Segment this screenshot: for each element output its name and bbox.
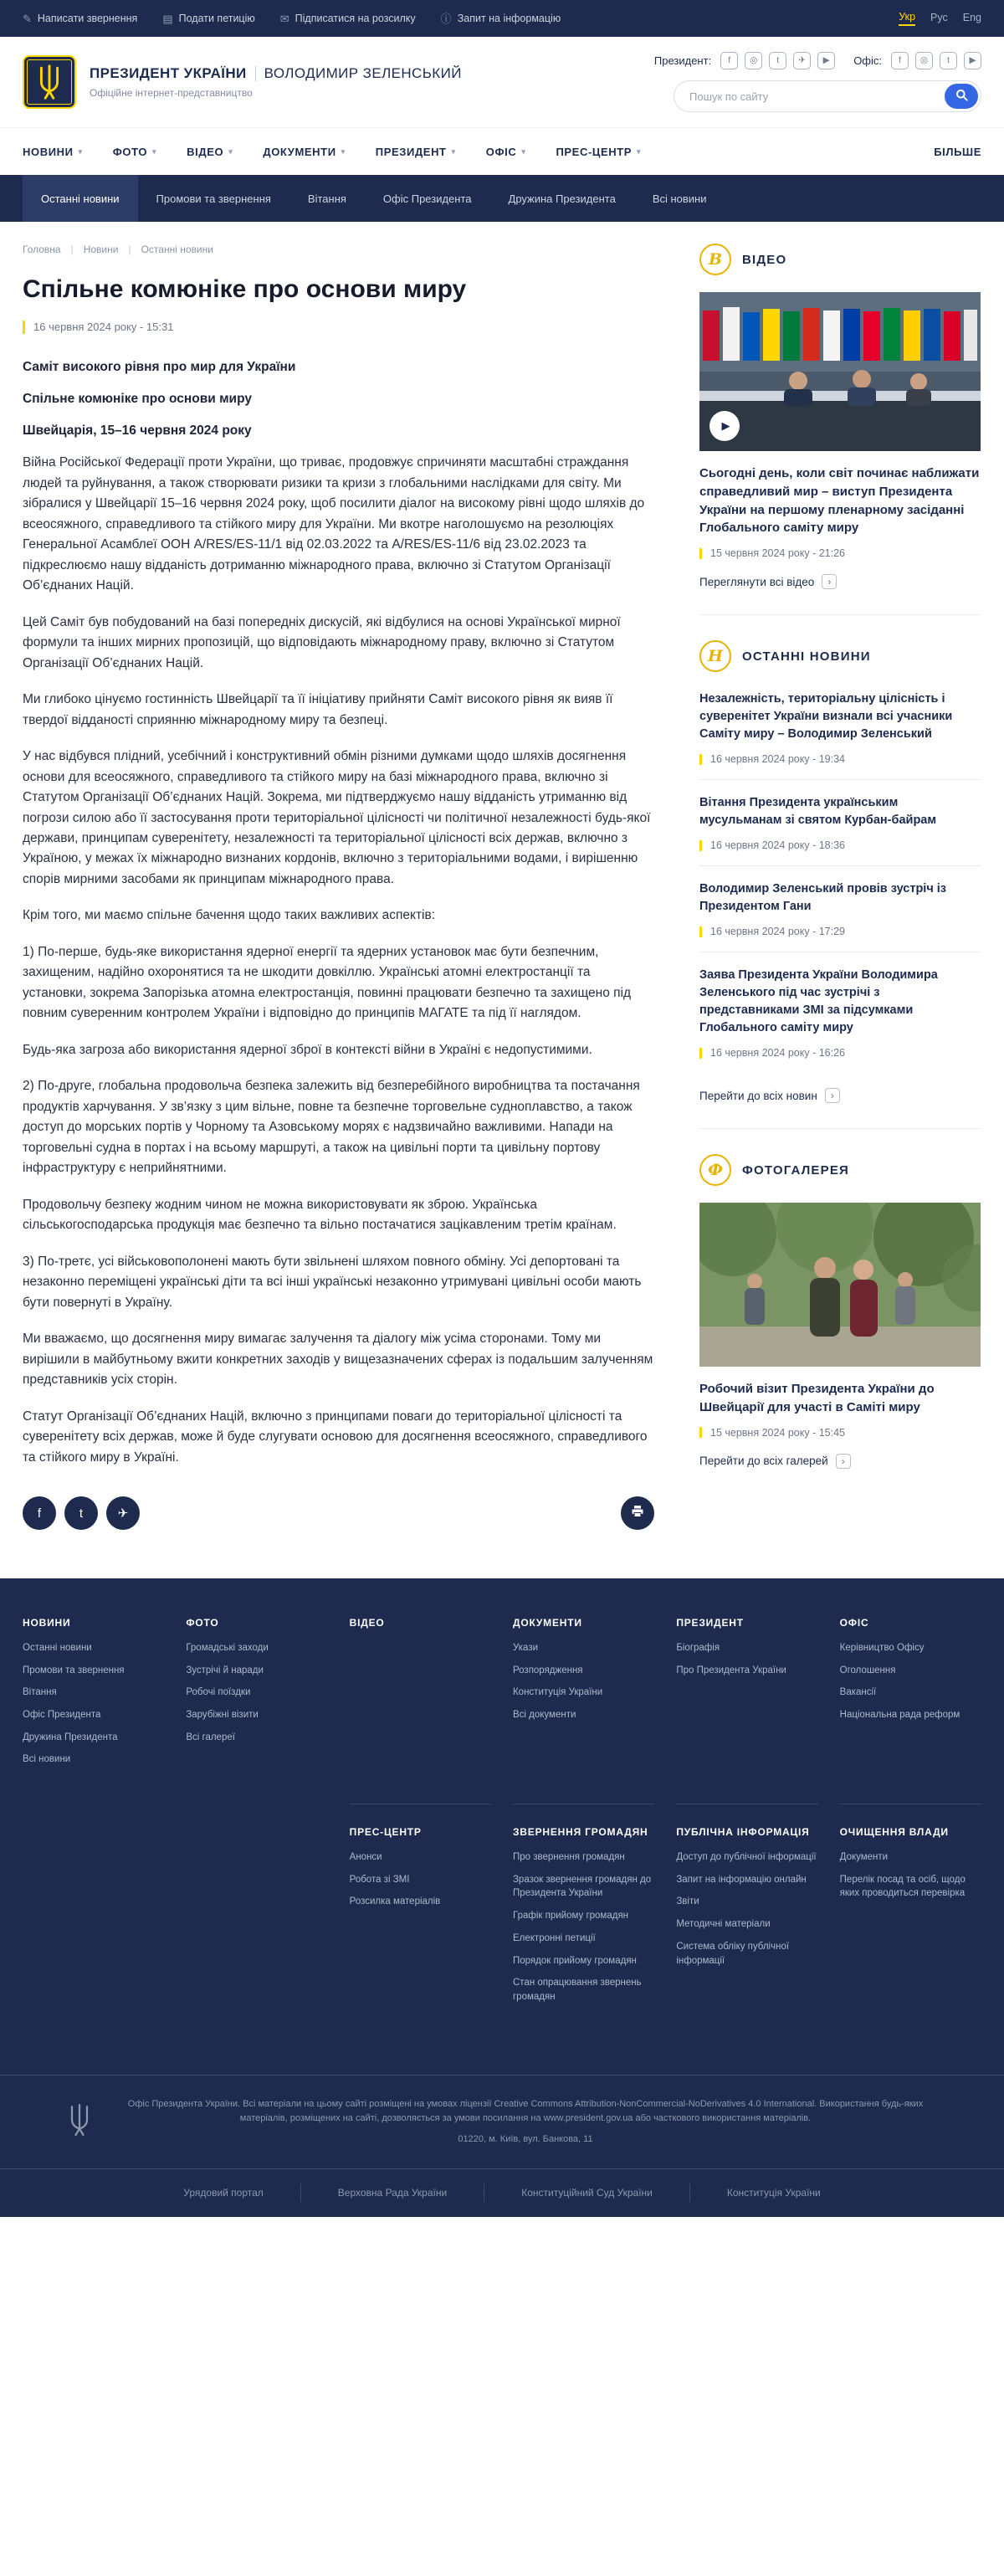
article-paragraph: Статут Організації Об’єднаних Націй, включно з принципами поваги до територіальної цілісності та суверенітету всіх держав, може й буде слугувати основою для досягнення всеосяжного, справедливого та стійкого миру в Україні. bbox=[23, 1409, 648, 1465]
date-text: 16 червня 2024 року - 16:26 bbox=[710, 1047, 846, 1060]
share-buttons bbox=[23, 1496, 140, 1530]
chevron-down-icon: ▾ bbox=[637, 146, 642, 156]
article-paragraph: Війна Російської Федерації проти України, що триває, продовжує спричиняти масштабні страждання людей та руйнування, а також створювати ризики та кризи з глобальними наслідками для світу. Ми зібралися у Швейцарії 15–16 червня 2024 року, щоб посилити діалог на високому рівні щодо шляхів до всеосяжного, справедливого та стійкого миру для України. Ми вкотре наголошуємо на резолюціях Генеральної Асамблеї ООН A/RES/ES-11/1 від 02.03.2022 та A/RES/ES-11/6 від 23.02.2023 та підкреслюємо нашу відданість дотриманню міжнародного права, включно зі Статутом Організації Об’єднаних Націй. bbox=[23, 455, 645, 593]
footer-link[interactable]: Всі документи bbox=[512, 1710, 576, 1721]
date-text: 15 червня 2024 року - 15:45 bbox=[710, 1426, 846, 1439]
facebook-icon[interactable]: f bbox=[891, 52, 909, 69]
date-marker-icon bbox=[699, 1427, 702, 1438]
printer-icon bbox=[631, 1505, 644, 1521]
breadcrumb-current: Останні новини bbox=[141, 244, 213, 255]
nav-label: ПРЕС-ЦЕНТР bbox=[556, 145, 633, 158]
footer-link[interactable]: Всі галереї bbox=[186, 1732, 235, 1742]
twitter-icon[interactable]: t bbox=[940, 52, 957, 69]
instagram-icon[interactable]: ◎ bbox=[915, 52, 933, 69]
chevron-down-icon: ▾ bbox=[78, 146, 83, 156]
telegram-icon: ✈ bbox=[117, 1506, 129, 1521]
footer-section-public-information bbox=[676, 1804, 817, 2040]
partner-link-verkhovna-rada[interactable]: Верховна Рада України bbox=[300, 2183, 484, 2202]
nav-label: ДОКУМЕНТИ bbox=[263, 145, 336, 158]
date-text: 16 червня 2024 року - 17:29 bbox=[710, 926, 846, 938]
breadcrumb-separator: | bbox=[70, 244, 74, 255]
facebook-share-button[interactable] bbox=[23, 1496, 56, 1530]
footer-link[interactable]: Останні новини bbox=[23, 1643, 92, 1654]
footer-link[interactable]: Вакансії bbox=[839, 1687, 877, 1698]
footer-link[interactable]: Методичні матеріали bbox=[676, 1919, 771, 1930]
partner-links-bar bbox=[0, 2168, 1004, 2217]
nav-item-video[interactable] bbox=[187, 146, 233, 158]
footer-section-video bbox=[350, 1617, 491, 1804]
page-title: Спільне комюніке про основи миру bbox=[23, 275, 467, 303]
twitter-share-button[interactable] bbox=[64, 1496, 98, 1530]
arrow-right-icon: › bbox=[836, 1454, 851, 1469]
site-subtitle: Офіційне інтернет-представництво bbox=[90, 87, 253, 99]
footer-section-title[interactable]: ДОКУМЕНТИ bbox=[512, 1617, 582, 1629]
news-item-title[interactable]: Володимир Зеленський провів зустріч із Президентом Гани bbox=[699, 882, 947, 914]
footer-section-title[interactable]: ПУБЛІЧНА ІНФОРМАЦІЯ bbox=[676, 1826, 810, 1839]
news-section-header[interactable] bbox=[699, 640, 981, 672]
footer-section-citizen-appeals bbox=[513, 1804, 654, 2040]
all-galleries-link[interactable] bbox=[699, 1454, 981, 1469]
nav-label: ПРЕЗИДЕНТ bbox=[375, 145, 447, 158]
date-marker-icon bbox=[699, 840, 702, 851]
footer-link[interactable]: Розсилка матеріалів bbox=[349, 1896, 441, 1907]
news-item-date bbox=[699, 1047, 981, 1059]
gallery-section-title: ФОТОГАЛЕРЕЯ bbox=[742, 1162, 850, 1178]
lang-eng[interactable]: Eng bbox=[962, 12, 981, 23]
subscribe-icon: ✉ bbox=[279, 12, 289, 25]
arrow-right-icon: › bbox=[822, 574, 837, 589]
twitter-icon[interactable]: t bbox=[769, 52, 786, 69]
nav-label: ВІДЕО bbox=[187, 145, 224, 158]
article-paragraph: Крім того, ми маємо спільне бачення щодо таких важливих аспектів: bbox=[23, 908, 436, 923]
date-marker-icon bbox=[23, 321, 25, 334]
footer-section-title[interactable]: ВІДЕО bbox=[349, 1617, 385, 1629]
title-separator bbox=[255, 66, 256, 81]
nav-item-news[interactable] bbox=[23, 146, 83, 158]
nav-label: ОФІС bbox=[485, 145, 517, 158]
news-section-icon: Н bbox=[699, 640, 731, 672]
article bbox=[23, 244, 654, 1530]
footer-link[interactable]: Зустрічі й наради bbox=[186, 1665, 264, 1675]
nav-item-office[interactable] bbox=[486, 146, 526, 158]
article-paragraph: Ми вважаємо, що досягнення миру вимагає залучення та діалогу між усіма сторонами. Тому ми вирішили в майбутньому вжити конкретних заходів у вищезазначених сферах із подальшим залученням представників усіх сторін. bbox=[23, 1332, 653, 1388]
site-search bbox=[674, 80, 981, 112]
date-text: 16 червня 2024 року - 15:31 bbox=[33, 321, 174, 333]
footer-link[interactable]: Анонси bbox=[349, 1852, 382, 1863]
footer-link[interactable]: Стан опрацювання звернень громадян bbox=[512, 1978, 642, 2002]
chevron-down-icon: ▾ bbox=[341, 146, 346, 156]
video-item-title[interactable]: Сьогодні день, коли світ починає наближати справедливий мир – виступ Президента України на першому пленарному засіданні Глобального саміту миру bbox=[699, 466, 980, 536]
breadcrumb-home[interactable]: Головна bbox=[23, 244, 61, 255]
footer-link[interactable]: Зразок звернення громадян до Президента України bbox=[512, 1874, 652, 1899]
topbar-link-petition[interactable] bbox=[162, 13, 254, 24]
gallery-section-header[interactable] bbox=[699, 1154, 981, 1186]
footer bbox=[0, 1578, 1004, 2217]
social-row bbox=[654, 52, 981, 69]
article-paragraph: Цей Саміт був побудований на базі попередніх дискусій, які відбулися на основі Української мирної формули та інших мирних пропозицій, що відповідають міжнародному праву, включно зі Статутом Організації Об’єднаних Націй. bbox=[23, 614, 621, 670]
footer-section-title[interactable]: НОВИНИ bbox=[23, 1617, 71, 1629]
date-marker-icon bbox=[699, 754, 702, 765]
facebook-icon[interactable]: f bbox=[720, 52, 738, 69]
main-nav bbox=[0, 127, 1004, 175]
footer-section-title[interactable]: ОФІС bbox=[839, 1617, 869, 1629]
footer-section-title[interactable]: ФОТО bbox=[186, 1617, 219, 1629]
footer-section-president bbox=[676, 1617, 817, 1804]
president-name: ВОЛОДИМИР ЗЕЛЕНСЬКИЙ bbox=[264, 65, 462, 81]
topbar-link-label: Підписатися на розсилку bbox=[295, 13, 416, 24]
president-socials-label: Президент: bbox=[653, 54, 712, 67]
footer-link[interactable]: Промови та звернення bbox=[23, 1665, 125, 1675]
subnav-item-speeches[interactable]: Промови та звернення bbox=[156, 192, 271, 205]
footer-link[interactable]: Графік прийому громадян bbox=[512, 1911, 629, 1922]
date-marker-icon bbox=[699, 1048, 702, 1059]
all-videos-label: Переглянути всі відео bbox=[699, 575, 815, 588]
footer-link[interactable]: Укази bbox=[512, 1643, 539, 1654]
footer-link[interactable]: Офіс Президента bbox=[23, 1710, 101, 1721]
search-button[interactable] bbox=[945, 84, 978, 109]
list-item bbox=[699, 689, 981, 780]
telegram-icon[interactable]: ✈ bbox=[793, 52, 811, 69]
footer-section-title[interactable]: ПРЕЗИДЕНТ bbox=[676, 1617, 744, 1629]
nav-label: БІЛЬШЕ bbox=[934, 145, 981, 158]
date-text: 16 червня 2024 року - 19:34 bbox=[710, 753, 846, 766]
sidebar-news-section bbox=[699, 614, 981, 1103]
language-switcher bbox=[884, 11, 981, 26]
article-paragraph: 2) По-друге, глобальна продовольча безпека залежить від безперебійного виробництва та постачання продуктів харчування. У зв’язку з цим вільне, повне та безпечне торговельне судноплавство, а також доступ до морських портів у Чорному та Азовському морях є надзвичайно важливими. Напади на торговельні судна в портах і на всьому маршруті, а також на цивільні порти та цивільну портову інфраструктуру є неприйнятними. bbox=[23, 1079, 640, 1176]
site-logo[interactable] bbox=[23, 55, 462, 109]
footer-link[interactable]: Розпорядження bbox=[512, 1665, 583, 1675]
footer-section-title[interactable]: ЗВЕРНЕННЯ ГРОМАДЯН bbox=[512, 1826, 648, 1839]
list-item bbox=[699, 780, 981, 866]
article-lead: Швейцарія, 15–16 червня 2024 року bbox=[23, 423, 252, 438]
write-icon: ✎ bbox=[23, 12, 32, 25]
footer-link[interactable]: Перелік посад та осіб, щодо яких проводиться перевірка bbox=[839, 1874, 966, 1899]
subnav bbox=[0, 175, 1004, 222]
arrow-right-icon: › bbox=[825, 1088, 840, 1103]
nav-item-press-center[interactable] bbox=[556, 146, 641, 158]
footer-link[interactable]: Зарубіжні візити bbox=[186, 1710, 259, 1721]
chevron-down-icon: ▾ bbox=[451, 146, 456, 156]
footer-section-title[interactable]: ОЧИЩЕННЯ ВЛАДИ bbox=[839, 1826, 949, 1839]
footer-link[interactable]: Звіти bbox=[676, 1896, 699, 1907]
video-section-icon: В bbox=[699, 244, 731, 275]
search-icon bbox=[955, 89, 968, 104]
footer-link[interactable]: Документи bbox=[839, 1852, 889, 1863]
all-videos-link[interactable] bbox=[699, 574, 981, 589]
footer-link[interactable]: Керівництво Офісу bbox=[839, 1643, 925, 1654]
office-socials-label: Офіс: bbox=[853, 54, 882, 67]
footer-section-press-center bbox=[350, 1804, 491, 2040]
partner-link-constitution[interactable]: Конституція України bbox=[689, 2183, 858, 2202]
info-icon: ⓘ bbox=[440, 12, 452, 25]
article-lead: Саміт високого рівня про мир для України bbox=[23, 359, 296, 374]
youtube-icon[interactable]: ▶ bbox=[964, 52, 981, 69]
footer-link[interactable]: Національна рада реформ bbox=[839, 1710, 960, 1721]
date-marker-icon bbox=[699, 926, 702, 937]
footer-link[interactable]: Оголошення bbox=[839, 1665, 896, 1675]
video-item-date bbox=[699, 547, 981, 559]
news-item-date bbox=[699, 753, 981, 765]
topbar bbox=[0, 0, 1004, 37]
footer-link[interactable]: Про звернення громадян bbox=[512, 1852, 625, 1863]
partner-link-government-portal[interactable]: Урядовий портал bbox=[183, 2187, 264, 2199]
gallery-item-title[interactable]: Робочий візит Президента України до Швейцарії для участі в Саміті миру bbox=[699, 1382, 935, 1414]
footer-link[interactable]: Доступ до публічної інформації bbox=[676, 1852, 817, 1863]
video-section-header[interactable] bbox=[699, 244, 981, 275]
nav-item-president[interactable] bbox=[376, 146, 456, 158]
footer-link[interactable]: Робочі поїздки bbox=[186, 1687, 251, 1698]
twitter-icon: t bbox=[79, 1506, 84, 1521]
topbar-link-info-request[interactable] bbox=[441, 13, 561, 24]
footer-section-title[interactable]: ПРЕС-ЦЕНТР bbox=[349, 1826, 422, 1839]
footer-link[interactable]: Запит на інформацію онлайн bbox=[676, 1874, 807, 1885]
article-paragraph: 1) По-перше, будь-яке використання ядерної енергії та ядерних установок має бути безпечним, захищеним, надійно охоронятися та не шкодити довкіллю. Українські атомні електростанції та установки, зокрема Запорізька атомна електростанція, повинні працювати безпечно та захищено під повним суверенним контролем України і відповідно до принципів МАГАТЕ та під її наглядом. bbox=[23, 944, 632, 1021]
news-item-date bbox=[699, 926, 981, 937]
news-item-date bbox=[699, 839, 981, 851]
date-marker-icon bbox=[699, 548, 702, 559]
footer-link[interactable]: Порядок прийому громадян bbox=[512, 1955, 637, 1966]
article-paragraph: У нас відбувся плідний, усебічний і конструктивний обмін різними думками щодо шляхів досягнення основи для всеосяжного, справедливого та стійкого миру на базі міжнародного права, включно зі Статутом Організації Об’єднаних Націй. Зокрема, ми підтверджуємо нашу відданість утриманню від погрози силою або її застосування проти територіальної цілісності чи політичної незалежності будь-якої держави, принципам суверенітету, незалежності та територіальної цілісності всіх держав, включно з Україною, у межах їх міжнародно визнаних кордонів, включно з територіальними водами, і вирішенню спорів мирними засобами як принципам міжнародного права. bbox=[23, 749, 651, 886]
nav-item-photo[interactable] bbox=[113, 146, 156, 158]
nav-item-more[interactable] bbox=[934, 146, 981, 158]
video-thumbnail[interactable] bbox=[699, 292, 981, 451]
site-title: ПРЕЗИДЕНТ УКРАЇНИ bbox=[90, 65, 247, 81]
all-news-link[interactable] bbox=[699, 1088, 981, 1103]
sidebar-gallery-section bbox=[699, 1128, 981, 1469]
news-section-title: ОСТАННІ НОВИНИ bbox=[742, 649, 871, 664]
gallery-section-icon: Ф bbox=[699, 1154, 731, 1186]
footer-link[interactable]: Конституція України bbox=[512, 1687, 603, 1698]
all-galleries-label: Перейти до всіх галерей bbox=[699, 1455, 828, 1468]
date-text: 16 червня 2024 року - 18:36 bbox=[710, 839, 846, 852]
nav-label: НОВИНИ bbox=[23, 145, 74, 158]
telegram-share-button[interactable] bbox=[106, 1496, 140, 1530]
topbar-links bbox=[23, 13, 586, 24]
article-lead: Спільне комюніке про основи миру bbox=[23, 391, 252, 406]
footer-section-photo bbox=[186, 1617, 327, 1804]
article-paragraph: Ми глибоко цінуємо гостинність Швейцарії та її ініціативу прийняти Саміт високого рівня як вияв її твердої відданості сприянню міжнародному миру та безпеці. bbox=[23, 692, 613, 727]
news-item-title[interactable]: Вітання Президента українським мусульманам зі святом Курбан-байрам bbox=[699, 796, 937, 828]
print-button[interactable] bbox=[621, 1496, 654, 1530]
lang-rus[interactable]: Рус bbox=[930, 12, 948, 23]
instagram-icon[interactable]: ◎ bbox=[745, 52, 762, 69]
news-item-title[interactable]: Заява Президента України Володимира Зеленського під час зустрічі з представниками ЗМІ за підсумками Глобального саміту миру bbox=[699, 968, 938, 1035]
video-thumbnail-image bbox=[699, 292, 981, 451]
site-header bbox=[0, 37, 1004, 127]
breadcrumb-news[interactable]: Новини bbox=[83, 244, 119, 255]
footer-link[interactable]: Громадські заходи bbox=[186, 1643, 269, 1654]
nav-label: ФОТО bbox=[112, 145, 148, 158]
subnav-item-first-lady[interactable]: Дружина Президента bbox=[508, 192, 616, 205]
subnav-item-office[interactable]: Офіс Президента bbox=[382, 192, 472, 205]
topbar-link-label: Подати петицію bbox=[178, 13, 255, 24]
sidebar-video-section bbox=[699, 244, 981, 589]
footer-link[interactable]: Електронні петиції bbox=[512, 1932, 596, 1943]
facebook-icon: f bbox=[37, 1506, 42, 1521]
news-item-title[interactable]: Незалежність, територіальну цілісність і суверенітет України визнали всі учасники Саміту миру – Володимир Зеленський bbox=[699, 692, 953, 741]
video-section-title: ВІДЕО bbox=[742, 252, 787, 267]
nav-item-documents[interactable] bbox=[263, 146, 345, 158]
article-date bbox=[23, 321, 654, 334]
footer-legal bbox=[0, 2075, 1004, 2168]
chevron-down-icon: ▾ bbox=[228, 146, 233, 156]
share-row bbox=[23, 1496, 654, 1530]
partner-link-constitutional-court[interactable]: Конституційний Суд України bbox=[484, 2183, 689, 2202]
footer-nav bbox=[0, 1617, 1004, 2074]
play-icon: ▶ bbox=[709, 411, 740, 441]
topbar-link-write-appeal[interactable] bbox=[23, 13, 137, 24]
license-text: Офіс Президента України. Всі матеріали на цьому сайті розміщені на умовах ліцензії Creative Commons Attribution-NonCommercial-NoDerivatives 4.0 International. Використання будь-яких матеріалів, розміщених на сайті, дозволяється за умови посилання на www.president.gov.ua або часткового використання матеріалів. bbox=[127, 2098, 924, 2123]
lang-ukr[interactable]: Укр bbox=[899, 11, 915, 26]
all-news-label: Перейти до всіх новин bbox=[699, 1089, 817, 1102]
breadcrumb-separator: | bbox=[128, 244, 131, 255]
chevron-down-icon: ▾ bbox=[152, 146, 157, 156]
date-text: 15 червня 2024 року - 21:26 bbox=[710, 547, 846, 559]
footer-link[interactable]: Робота зі ЗМІ bbox=[349, 1874, 410, 1885]
petition-icon: ▤ bbox=[162, 12, 173, 25]
footer-section-lustration bbox=[840, 1804, 981, 2040]
footer-link[interactable]: Вітання bbox=[23, 1687, 57, 1698]
topbar-link-subscribe[interactable] bbox=[280, 13, 416, 24]
youtube-icon[interactable]: ▶ bbox=[817, 52, 835, 69]
list-item bbox=[699, 952, 981, 1073]
article-paragraph: Продовольчу безпеку жодним чином не можна використовувати як зброю. Українська сільськогосподарська продукція має безпечно та вільно постачатися зацікавленим третім країнам. bbox=[23, 1197, 617, 1233]
search-input[interactable] bbox=[674, 80, 981, 112]
topbar-link-label: Написати звернення bbox=[37, 13, 138, 24]
article-paragraph: 3) По-третє, усі військовополонені мають бути звільнені шляхом повного обміну. Усі депортовані та незаконно переміщені українські діти та всі інші українські незаконно утримувані цивільні особи мають бути повернуті в Україну. bbox=[23, 1254, 642, 1310]
subnav-item-greetings[interactable]: Вітання bbox=[307, 192, 346, 205]
footer-section-news bbox=[23, 1617, 164, 1804]
footer-section-documents bbox=[513, 1617, 654, 1804]
topbar-link-label: Запит на інформацію bbox=[457, 13, 561, 24]
gallery-thumbnail-image bbox=[699, 1203, 981, 1367]
address: 01220, м. Київ, вул. Банкова, 11 bbox=[458, 2133, 593, 2144]
footer-link[interactable]: Система обліку публічної інформації bbox=[676, 1941, 790, 1966]
footer-link[interactable]: Біографія bbox=[676, 1643, 720, 1654]
coat-of-arms-icon bbox=[67, 2102, 92, 2142]
list-item bbox=[699, 866, 981, 952]
logo-text bbox=[90, 65, 462, 99]
footer-link[interactable]: Всі новини bbox=[23, 1754, 71, 1765]
content bbox=[0, 222, 1004, 1578]
chevron-down-icon: ▾ bbox=[521, 146, 526, 156]
breadcrumb bbox=[23, 244, 654, 255]
footer-link[interactable]: Про Президента України bbox=[676, 1665, 786, 1675]
article-paragraph: Будь-яка загроза або використання ядерної зброї в контексті війни в Україні є недопустимими. bbox=[23, 1042, 592, 1057]
subnav-item-all-news[interactable]: Всі новини bbox=[652, 192, 707, 205]
footer-link[interactable]: Дружина Президента bbox=[23, 1732, 118, 1742]
coat-of-arms-icon bbox=[23, 55, 76, 109]
subnav-item-latest-news[interactable]: Останні новини bbox=[23, 175, 138, 222]
header-right bbox=[654, 52, 981, 112]
news-list bbox=[699, 689, 981, 1073]
footer-section-office bbox=[840, 1617, 981, 1804]
gallery-thumbnail[interactable] bbox=[699, 1203, 981, 1367]
sidebar bbox=[699, 244, 981, 1530]
gallery-item-date bbox=[699, 1427, 981, 1439]
